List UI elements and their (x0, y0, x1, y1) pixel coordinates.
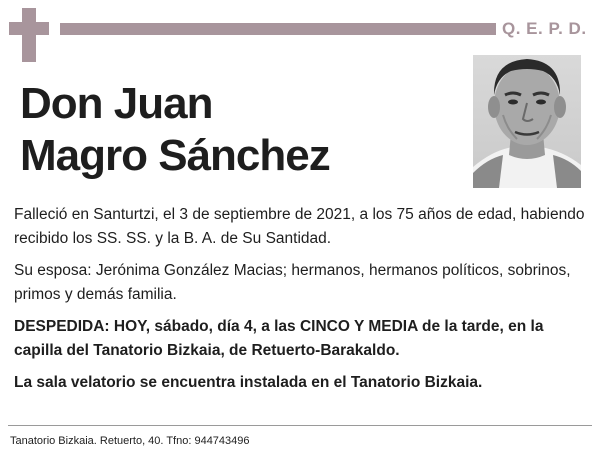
qepd-label: Q. E. P. D. (502, 19, 587, 38)
deceased-portrait (473, 55, 581, 188)
notice-body (14, 203, 590, 404)
funeral-home-contact: Tanatorio Bizkaia. Retuerto, 40. Tfno: 944743496 (10, 435, 250, 447)
header-divider (60, 23, 496, 35)
deceased-name (20, 78, 460, 182)
family-list: Su esposa: Jerónima González Macias; hermanos, hermanos políticos, sobrinos, primos y demás familia. (14, 262, 571, 303)
wake-room-info: La sala velatorio se encuentra instalada en el Tanatorio Bizkaia. (14, 374, 483, 391)
footer-divider (8, 425, 592, 426)
deceased-name-line1: Don Juan (20, 79, 213, 128)
death-details: Falleció en Santurtzi, el 3 de septiembre de 2021, a los 75 años de edad, habiendo recibido los SS. SS. y la B. A. de Su Santidad. (14, 206, 585, 247)
deceased-name-line2: Magro Sánchez (20, 131, 330, 180)
farewell-details: DESPEDIDA: HOY, sábado, día 4, a las CINCO Y MEDIA de la tarde, en la capilla del Tanatorio Bizkaia, de Retuerto-Barakaldo. (14, 318, 544, 359)
